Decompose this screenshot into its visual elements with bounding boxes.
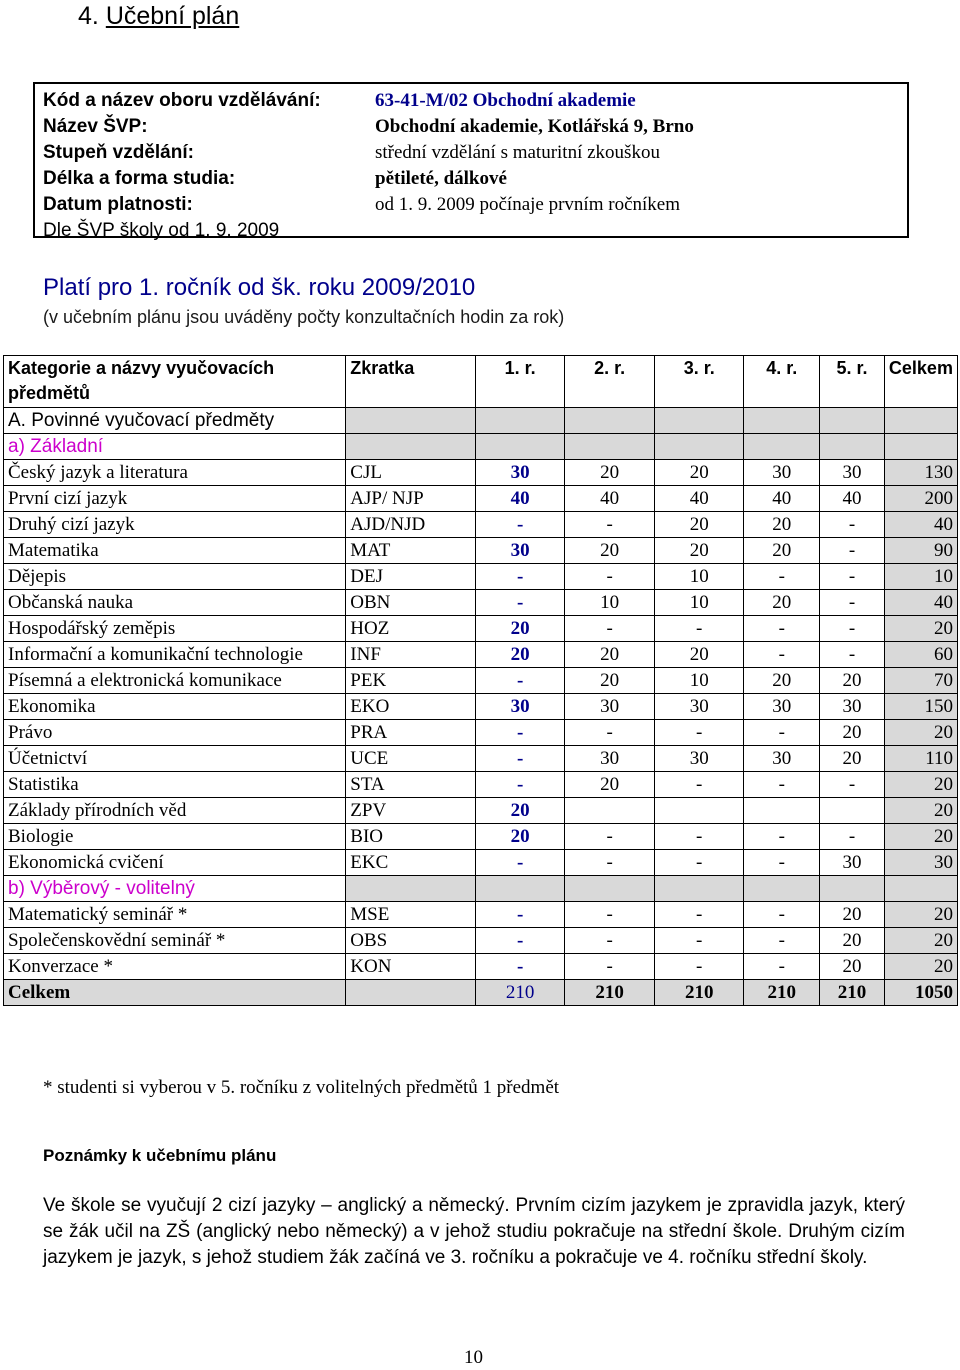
year-5-hours: - [820,512,885,538]
subject-abbreviation: STA [346,772,476,798]
year-4-hours: - [744,720,820,746]
info-label: Název ŠVP: [43,116,148,137]
subject-total: 20 [884,616,957,642]
section-label: A. Povinné vyučovací předměty [4,408,346,434]
table-row [4,798,958,824]
subject-abbreviation: PRA [346,720,476,746]
subject-abbreviation: HOZ [346,616,476,642]
year-1-hours: - [475,850,565,876]
year-3-hours: 10 [654,564,744,590]
table-row [4,772,958,798]
year-5-hours: - [820,590,885,616]
footnote: * studenti si vyberou v 5. ročníku z volitelných předmětů 1 předmět [43,1077,560,1098]
year-4-hours: - [744,902,820,928]
year-3-hours: 30 [654,746,744,772]
subsection-label: b) Výběrový - volitelný [4,876,346,902]
year-1-hours: 30 [475,694,565,720]
year-1-hours: - [475,590,565,616]
year-4-hours: 20 [744,590,820,616]
total-year-3: 210 [654,980,744,1006]
header-cell: Celkem [884,356,957,408]
subject-name: Konverzace * [4,954,346,980]
year-1-hours: 20 [475,616,565,642]
empty-cell [346,980,476,1006]
empty-cell [744,876,820,902]
year-1-hours: - [475,772,565,798]
year-5-hours: 20 [820,720,885,746]
year-4-hours [744,798,820,824]
year-2-hours: - [565,902,655,928]
year-2-hours: 20 [565,642,655,668]
year-1-hours: 40 [475,486,565,512]
notes-paragraph: Ve škole se vyučují 2 cizí jazyky – anglický a německý. Prvním cizím jazykem je zpravidla jazyk, který se žák učil na ZŠ (anglický nebo německý) a v jehož studiu pokračuje na střední škole. Druhým cizím jazykem je jazyk, s jehož studiem žák začíná ve 3. ročníku a pokračuje ve 4. ročníku střední školy. [43,1195,905,1268]
year-2-hours: - [565,512,655,538]
year-2-hours: 20 [565,460,655,486]
table-row [4,902,958,928]
year-5-hours: 40 [820,486,885,512]
year-3-hours: - [654,850,744,876]
subject-total: 70 [884,668,957,694]
year-5-hours: - [820,824,885,850]
year-5-hours: - [820,564,885,590]
year-4-hours: 20 [744,512,820,538]
empty-cell [884,876,957,902]
table-row [4,538,958,564]
subject-name: Občanská nauka [4,590,346,616]
year-2-hours: 20 [565,538,655,564]
info-label: Stupeň vzdělání: [43,142,194,163]
empty-cell [565,876,655,902]
page-number: 10 [464,1347,483,1368]
chapter-heading [78,2,239,31]
year-5-hours: - [820,538,885,564]
year-3-hours: 20 [654,512,744,538]
subject-name: Druhý cizí jazyk [4,512,346,538]
info-value: od 1. 9. 2009 počínaje prvním ročníkem [375,194,680,215]
header-cell: Kategorie a názvy vyučovacích předmětů [4,356,346,408]
subject-name: Český jazyk a literatura [4,460,346,486]
info-value: Obchodní akademie, Kotlářská 9, Brno [375,116,694,137]
year-5-hours: 20 [820,928,885,954]
year-3-hours: 30 [654,694,744,720]
year-1-hours: 20 [475,642,565,668]
year-5-hours: 20 [820,902,885,928]
subject-total: 110 [884,746,957,772]
year-4-hours: - [744,642,820,668]
year-3-hours: - [654,954,744,980]
subject-total: 20 [884,720,957,746]
year-1-hours: - [475,668,565,694]
year-5-hours: - [820,772,885,798]
header-cell: 4. r. [744,356,820,408]
year-5-hours [820,798,885,824]
year-2-hours [565,798,655,824]
empty-cell [820,408,885,434]
info-row [35,88,907,114]
year-3-hours: - [654,616,744,642]
subject-total: 20 [884,954,957,980]
subject-abbreviation: EKO [346,694,476,720]
info-row [35,166,907,192]
table-row [4,642,958,668]
total-year-2: 210 [565,980,655,1006]
table-row [4,694,958,720]
chapter-title: Učební plán [105,2,240,30]
table-row [4,486,958,512]
table-header-row [4,356,958,408]
empty-cell [346,876,476,902]
table-row [4,590,958,616]
info-row [35,192,907,218]
year-5-hours: 20 [820,954,885,980]
year-2-hours: 20 [565,668,655,694]
table-row [4,616,958,642]
subject-abbreviation: DEJ [346,564,476,590]
table-row [4,824,958,850]
year-4-hours: 40 [744,486,820,512]
year-1-hours: 30 [475,460,565,486]
year-5-hours: 30 [820,850,885,876]
empty-cell [744,434,820,460]
subject-total: 130 [884,460,957,486]
subject-abbreviation: EKC [346,850,476,876]
subject-name: Dějepis [4,564,346,590]
year-4-hours: 20 [744,668,820,694]
subject-total: 200 [884,486,957,512]
year-4-hours: - [744,850,820,876]
info-value: 63-41-M/02 Obchodní akademie [375,90,636,111]
subsection-row [4,876,958,902]
subject-name: Právo [4,720,346,746]
subject-total: 20 [884,798,957,824]
curriculum-table [3,355,958,1006]
empty-cell [654,408,744,434]
subject-total: 40 [884,512,957,538]
subject-name: Účetnictví [4,746,346,772]
header-cell: 5. r. [820,356,885,408]
info-row [35,218,907,244]
subject-abbreviation: AJD/NJD [346,512,476,538]
year-4-hours: 30 [744,746,820,772]
year-4-hours: 30 [744,460,820,486]
table-row [4,928,958,954]
year-3-hours: 10 [654,668,744,694]
year-1-hours: 20 [475,798,565,824]
subject-abbreviation: CJL [346,460,476,486]
year-3-hours: 20 [654,538,744,564]
subject-total: 20 [884,902,957,928]
subject-name: Ekonomika [4,694,346,720]
year-2-hours: - [565,928,655,954]
empty-cell [475,876,565,902]
year-1-hours: - [475,954,565,980]
subject-total: 60 [884,642,957,668]
validity-title: Platí pro 1. ročník od šk. roku 2009/2010 [43,274,476,301]
year-4-hours: 30 [744,694,820,720]
subject-abbreviation: BIO [346,824,476,850]
total-year-5: 210 [820,980,885,1006]
table-row [4,850,958,876]
year-5-hours: 20 [820,668,885,694]
subject-abbreviation: OBS [346,928,476,954]
year-2-hours: 30 [565,746,655,772]
year-2-hours: 30 [565,694,655,720]
subject-abbreviation: PEK [346,668,476,694]
year-2-hours: - [565,850,655,876]
year-1-hours: - [475,512,565,538]
program-info-box [33,82,909,241]
subject-name: Písemná a elektronická komunikace [4,668,346,694]
info-row [35,114,907,140]
subject-total: 10 [884,564,957,590]
empty-cell [565,408,655,434]
total-year-1: 210 [475,980,565,1006]
total-label: Celkem [4,980,346,1006]
year-3-hours: - [654,720,744,746]
info-row [35,140,907,166]
section-row [4,408,958,434]
chapter-number: 4. [78,2,99,30]
subject-name: Ekonomická cvičení [4,850,346,876]
table-row [4,564,958,590]
subject-abbreviation: KON [346,954,476,980]
info-value: střední vzdělání s maturitní zkouškou [375,142,660,163]
year-5-hours: - [820,616,885,642]
year-3-hours: 20 [654,460,744,486]
empty-cell [346,408,476,434]
subject-name: Základy přírodních věd [4,798,346,824]
year-2-hours: 10 [565,590,655,616]
year-5-hours: - [820,642,885,668]
year-2-hours: - [565,824,655,850]
table-row [4,668,958,694]
table-row [4,954,958,980]
subject-total: 30 [884,850,957,876]
subject-total: 20 [884,928,957,954]
subject-total: 90 [884,538,957,564]
subject-total: 20 [884,824,957,850]
subject-name: Hospodářský zeměpis [4,616,346,642]
year-5-hours: 20 [820,746,885,772]
year-1-hours: - [475,720,565,746]
subject-name: První cizí jazyk [4,486,346,512]
info-label: Datum platnosti: [43,194,193,215]
empty-cell [820,876,885,902]
year-3-hours: 20 [654,642,744,668]
subsection-row [4,434,958,460]
info-label: Délka a forma studia: [43,168,236,189]
table-row [4,512,958,538]
empty-cell [346,434,476,460]
subject-abbreviation: ZPV [346,798,476,824]
subject-total: 20 [884,772,957,798]
subsection-label: a) Základní [4,434,346,460]
year-2-hours: 40 [565,486,655,512]
header-cell: 3. r. [654,356,744,408]
year-3-hours: - [654,902,744,928]
year-3-hours: 40 [654,486,744,512]
info-label: Kód a název oboru vzdělávání: [43,90,321,111]
subject-abbreviation: UCE [346,746,476,772]
subject-abbreviation: MAT [346,538,476,564]
info-value: pětileté, dálkové [375,168,507,189]
validity-note: (v učebním plánu jsou uváděny počty konzultačních hodin za rok) [43,307,565,327]
year-2-hours: 20 [565,772,655,798]
empty-cell [820,434,885,460]
year-4-hours: - [744,772,820,798]
empty-cell [475,408,565,434]
subject-total: 150 [884,694,957,720]
year-3-hours: 10 [654,590,744,616]
year-1-hours: 20 [475,824,565,850]
year-3-hours: - [654,772,744,798]
year-4-hours: - [744,824,820,850]
total-overall: 1050 [884,980,957,1006]
subject-name: Matematický seminář * [4,902,346,928]
year-4-hours: - [744,616,820,642]
year-1-hours: - [475,902,565,928]
year-1-hours: 30 [475,538,565,564]
empty-cell [475,434,565,460]
year-4-hours: 20 [744,538,820,564]
subject-abbreviation: INF [346,642,476,668]
year-4-hours: - [744,928,820,954]
header-cell: Zkratka [346,356,476,408]
header-cell: 2. r. [565,356,655,408]
header-cell: 1. r. [475,356,565,408]
empty-cell [884,408,957,434]
year-5-hours: 30 [820,460,885,486]
subject-name: Matematika [4,538,346,564]
subject-abbreviation: AJP/ NJP [346,486,476,512]
total-year-4: 210 [744,980,820,1006]
year-3-hours [654,798,744,824]
year-2-hours: - [565,720,655,746]
subject-name: Informační a komunikační technologie [4,642,346,668]
year-2-hours: - [565,616,655,642]
subject-abbreviation: MSE [346,902,476,928]
notes-title: Poznámky k učebnímu plánu [43,1146,277,1165]
year-4-hours: - [744,954,820,980]
empty-cell [654,876,744,902]
subject-total: 40 [884,590,957,616]
year-2-hours: - [565,564,655,590]
info-label: Dle ŠVP školy od 1. 9. 2009 [43,220,280,241]
empty-cell [654,434,744,460]
empty-cell [744,408,820,434]
subject-name: Biologie [4,824,346,850]
year-3-hours: - [654,824,744,850]
year-2-hours: - [565,954,655,980]
subject-name: Statistika [4,772,346,798]
empty-cell [884,434,957,460]
total-row [4,980,958,1006]
table-row [4,460,958,486]
year-3-hours: - [654,928,744,954]
year-1-hours: - [475,564,565,590]
subject-name: Společenskovědní seminář * [4,928,346,954]
empty-cell [565,434,655,460]
year-1-hours: - [475,746,565,772]
table-row [4,720,958,746]
year-5-hours: 30 [820,694,885,720]
table-row [4,746,958,772]
subject-abbreviation: OBN [346,590,476,616]
year-1-hours: - [475,928,565,954]
year-4-hours: - [744,564,820,590]
